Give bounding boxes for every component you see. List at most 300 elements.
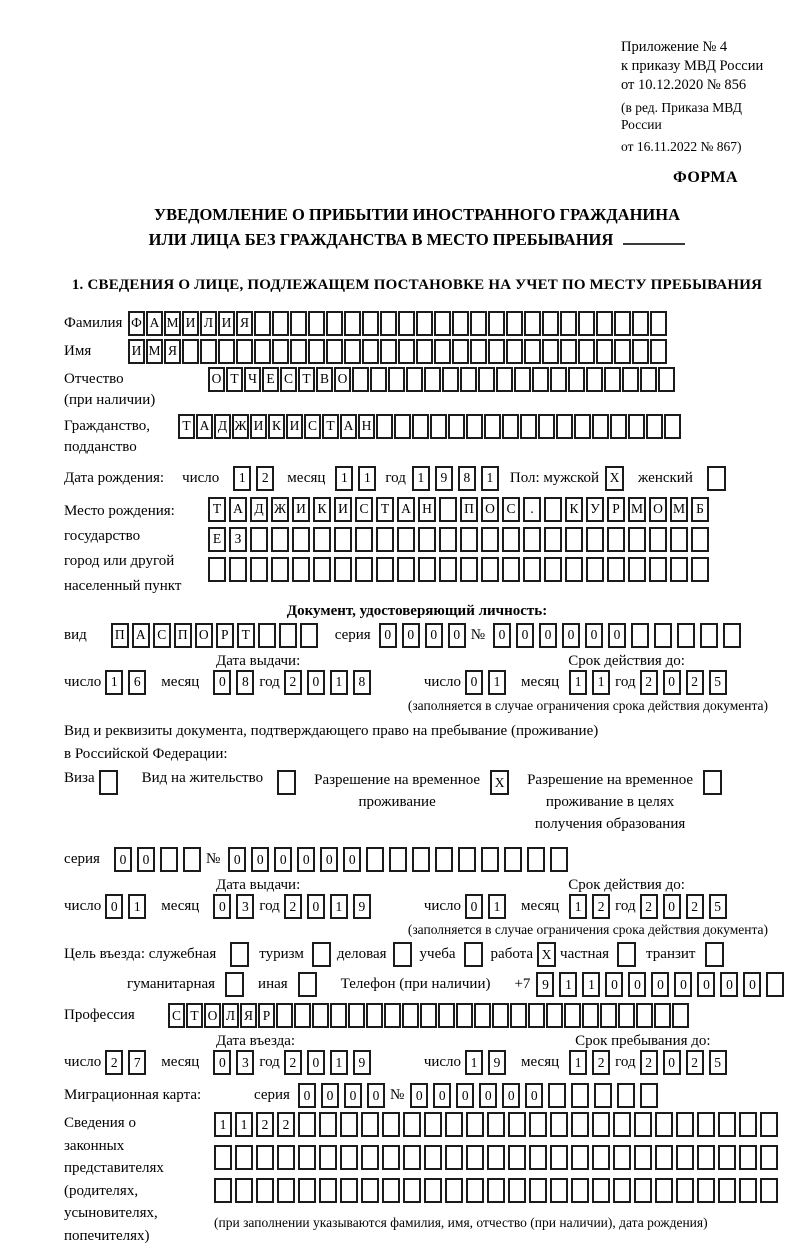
- name-cells[interactable]: [128, 339, 668, 364]
- char-cell[interactable]: [254, 339, 271, 364]
- birth-year-cells[interactable]: [412, 466, 504, 491]
- char-cell[interactable]: 0: [425, 623, 443, 648]
- doc-number-cells[interactable]: [493, 623, 746, 648]
- char-cell[interactable]: [506, 311, 523, 336]
- char-cell[interactable]: 5: [709, 1050, 727, 1075]
- char-cell[interactable]: [654, 623, 672, 648]
- char-cell[interactable]: [676, 1112, 694, 1137]
- stay-year-cells[interactable]: [640, 1050, 732, 1075]
- checkbox-private[interactable]: [617, 942, 636, 967]
- char-cell[interactable]: 2: [640, 670, 658, 695]
- char-cell[interactable]: 5: [709, 670, 727, 695]
- char-cell[interactable]: 0: [105, 894, 123, 919]
- char-cell[interactable]: 0: [367, 1083, 385, 1108]
- char-cell[interactable]: [766, 972, 784, 997]
- doc-kind-cells[interactable]: [111, 623, 321, 648]
- char-cell[interactable]: [292, 557, 310, 582]
- char-cell[interactable]: 0: [297, 847, 315, 872]
- char-cell[interactable]: [596, 339, 613, 364]
- char-cell[interactable]: [370, 367, 387, 392]
- char-cell[interactable]: [632, 339, 649, 364]
- char-cell[interactable]: 0: [674, 972, 692, 997]
- char-cell[interactable]: [617, 1083, 635, 1108]
- char-cell[interactable]: 0: [307, 670, 325, 695]
- char-cell[interactable]: [382, 1178, 400, 1203]
- phone-cells[interactable]: [536, 972, 789, 997]
- char-cell[interactable]: [560, 311, 577, 336]
- char-cell[interactable]: 1: [465, 1050, 483, 1075]
- char-cell[interactable]: [376, 527, 394, 552]
- char-cell[interactable]: [548, 1083, 566, 1108]
- char-cell[interactable]: [355, 527, 373, 552]
- char-cell[interactable]: [340, 1145, 358, 1170]
- char-cell[interactable]: 3: [236, 894, 254, 919]
- char-cell[interactable]: 0: [344, 1083, 362, 1108]
- char-cell[interactable]: [488, 311, 505, 336]
- char-cell[interactable]: [352, 367, 369, 392]
- char-cell[interactable]: [256, 1178, 274, 1203]
- char-cell[interactable]: 0: [720, 972, 738, 997]
- char-cell[interactable]: [382, 1112, 400, 1137]
- char-cell[interactable]: [676, 1178, 694, 1203]
- entry-day-cells[interactable]: [105, 1050, 151, 1075]
- doc-valid-year-cells[interactable]: [640, 670, 732, 695]
- char-cell[interactable]: [319, 1112, 337, 1137]
- char-cell[interactable]: 0: [433, 1083, 451, 1108]
- char-cell[interactable]: О: [649, 497, 667, 522]
- char-cell[interactable]: Р: [607, 497, 625, 522]
- char-cell[interactable]: [334, 557, 352, 582]
- char-cell[interactable]: 9: [488, 1050, 506, 1075]
- legal-row3-cells[interactable]: [214, 1178, 781, 1203]
- char-cell[interactable]: [556, 414, 573, 439]
- char-cell[interactable]: И: [286, 414, 303, 439]
- char-cell[interactable]: [403, 1112, 421, 1137]
- char-cell[interactable]: Ф: [128, 311, 145, 336]
- char-cell[interactable]: [294, 1003, 311, 1028]
- char-cell[interactable]: 2: [284, 1050, 302, 1075]
- char-cell[interactable]: И: [334, 497, 352, 522]
- char-cell[interactable]: [607, 527, 625, 552]
- char-cell[interactable]: 0: [410, 1083, 428, 1108]
- char-cell[interactable]: [658, 367, 675, 392]
- char-cell[interactable]: [334, 527, 352, 552]
- char-cell[interactable]: 2: [256, 466, 274, 491]
- char-cell[interactable]: [508, 1112, 526, 1137]
- char-cell[interactable]: [739, 1112, 757, 1137]
- char-cell[interactable]: [628, 414, 645, 439]
- char-cell[interactable]: [502, 527, 520, 552]
- char-cell[interactable]: 1: [412, 466, 430, 491]
- char-cell[interactable]: 0: [448, 623, 466, 648]
- char-cell[interactable]: [546, 1003, 563, 1028]
- char-cell[interactable]: [718, 1178, 736, 1203]
- char-cell[interactable]: 9: [353, 894, 371, 919]
- char-cell[interactable]: [256, 1145, 274, 1170]
- char-cell[interactable]: 0: [228, 847, 246, 872]
- char-cell[interactable]: [487, 1112, 505, 1137]
- res-issue-year-cells[interactable]: [284, 894, 376, 919]
- char-cell[interactable]: [313, 557, 331, 582]
- char-cell[interactable]: 0: [651, 972, 669, 997]
- char-cell[interactable]: [452, 311, 469, 336]
- char-cell[interactable]: [214, 1178, 232, 1203]
- char-cell[interactable]: [649, 557, 667, 582]
- char-cell[interactable]: [298, 1178, 316, 1203]
- legal-row1-cells[interactable]: [214, 1112, 781, 1137]
- char-cell[interactable]: [412, 414, 429, 439]
- char-cell[interactable]: [610, 414, 627, 439]
- char-cell[interactable]: [420, 1003, 437, 1028]
- char-cell[interactable]: [718, 1145, 736, 1170]
- char-cell[interactable]: [290, 339, 307, 364]
- char-cell[interactable]: [313, 527, 331, 552]
- char-cell[interactable]: 0: [379, 623, 397, 648]
- char-cell[interactable]: [298, 972, 317, 997]
- char-cell[interactable]: [430, 414, 447, 439]
- char-cell[interactable]: [418, 557, 436, 582]
- char-cell[interactable]: [528, 1003, 545, 1028]
- char-cell[interactable]: [412, 847, 430, 872]
- birthplace-row1-cells[interactable]: [208, 497, 712, 522]
- char-cell[interactable]: [312, 942, 331, 967]
- char-cell[interactable]: А: [229, 497, 247, 522]
- char-cell[interactable]: [596, 311, 613, 336]
- stay-day-cells[interactable]: [465, 1050, 511, 1075]
- char-cell[interactable]: [527, 847, 545, 872]
- res-valid-month-cells[interactable]: [569, 894, 615, 919]
- char-cell[interactable]: [592, 1178, 610, 1203]
- char-cell[interactable]: [397, 557, 415, 582]
- char-cell[interactable]: [484, 414, 501, 439]
- char-cell[interactable]: [366, 847, 384, 872]
- checkbox-sex-female[interactable]: [707, 466, 726, 491]
- char-cell[interactable]: [312, 1003, 329, 1028]
- char-cell[interactable]: X: [537, 942, 556, 967]
- char-cell[interactable]: [600, 1003, 617, 1028]
- checkbox-transit[interactable]: [705, 942, 724, 967]
- doc-valid-day-cells[interactable]: [465, 670, 511, 695]
- char-cell[interactable]: [723, 623, 741, 648]
- birth-day-cells[interactable]: [233, 466, 279, 491]
- char-cell[interactable]: [376, 557, 394, 582]
- char-cell[interactable]: [592, 1112, 610, 1137]
- char-cell[interactable]: [326, 311, 343, 336]
- char-cell[interactable]: [376, 414, 393, 439]
- char-cell[interactable]: Л: [222, 1003, 239, 1028]
- char-cell[interactable]: 8: [353, 670, 371, 695]
- char-cell[interactable]: О: [204, 1003, 221, 1028]
- char-cell[interactable]: [380, 311, 397, 336]
- char-cell[interactable]: [654, 1003, 671, 1028]
- char-cell[interactable]: [361, 1178, 379, 1203]
- char-cell[interactable]: 0: [562, 623, 580, 648]
- char-cell[interactable]: [439, 497, 457, 522]
- surname-cells[interactable]: [128, 311, 668, 336]
- char-cell[interactable]: 0: [114, 847, 132, 872]
- char-cell[interactable]: [474, 1003, 491, 1028]
- char-cell[interactable]: [214, 1145, 232, 1170]
- char-cell[interactable]: [628, 557, 646, 582]
- char-cell[interactable]: [542, 339, 559, 364]
- char-cell[interactable]: [691, 527, 709, 552]
- char-cell[interactable]: З: [229, 527, 247, 552]
- doc-series-cells[interactable]: [379, 623, 471, 648]
- char-cell[interactable]: [366, 1003, 383, 1028]
- char-cell[interactable]: 0: [307, 894, 325, 919]
- char-cell[interactable]: 3: [236, 1050, 254, 1075]
- char-cell[interactable]: [445, 1145, 463, 1170]
- char-cell[interactable]: [705, 942, 724, 967]
- char-cell[interactable]: 2: [686, 1050, 704, 1075]
- char-cell[interactable]: [542, 311, 559, 336]
- char-cell[interactable]: [258, 623, 276, 648]
- citizenship-cells[interactable]: [178, 414, 682, 439]
- char-cell[interactable]: [460, 557, 478, 582]
- char-cell[interactable]: А: [340, 414, 357, 439]
- char-cell[interactable]: С: [280, 367, 297, 392]
- char-cell[interactable]: [182, 339, 199, 364]
- char-cell[interactable]: Л: [200, 311, 217, 336]
- res-issue-month-cells[interactable]: [213, 894, 259, 919]
- char-cell[interactable]: Н: [418, 497, 436, 522]
- char-cell[interactable]: [550, 1145, 568, 1170]
- checkbox-other[interactable]: [298, 972, 317, 997]
- char-cell[interactable]: [514, 367, 531, 392]
- checkbox-residence-permit[interactable]: [277, 770, 296, 795]
- char-cell[interactable]: [254, 311, 271, 336]
- char-cell[interactable]: 0: [402, 623, 420, 648]
- char-cell[interactable]: [634, 1178, 652, 1203]
- char-cell[interactable]: [235, 1145, 253, 1170]
- char-cell[interactable]: 1: [335, 466, 353, 491]
- char-cell[interactable]: [646, 414, 663, 439]
- char-cell[interactable]: 1: [330, 670, 348, 695]
- char-cell[interactable]: [676, 1145, 694, 1170]
- char-cell[interactable]: Т: [322, 414, 339, 439]
- char-cell[interactable]: [424, 367, 441, 392]
- char-cell[interactable]: И: [128, 339, 145, 364]
- checkbox-temp-residence-edu[interactable]: [703, 770, 722, 795]
- char-cell[interactable]: Я: [240, 1003, 257, 1028]
- char-cell[interactable]: 9: [536, 972, 554, 997]
- char-cell[interactable]: [640, 1083, 658, 1108]
- char-cell[interactable]: П: [460, 497, 478, 522]
- char-cell[interactable]: [308, 339, 325, 364]
- checkbox-temp-residence[interactable]: [490, 770, 509, 795]
- char-cell[interactable]: [523, 557, 541, 582]
- char-cell[interactable]: 1: [569, 894, 587, 919]
- char-cell[interactable]: [277, 770, 296, 795]
- char-cell[interactable]: 1: [358, 466, 376, 491]
- char-cell[interactable]: [578, 311, 595, 336]
- char-cell[interactable]: 2: [592, 1050, 610, 1075]
- char-cell[interactable]: 0: [465, 670, 483, 695]
- char-cell[interactable]: [739, 1178, 757, 1203]
- char-cell[interactable]: 1: [582, 972, 600, 997]
- char-cell[interactable]: [613, 1112, 631, 1137]
- char-cell[interactable]: 2: [105, 1050, 123, 1075]
- char-cell[interactable]: [355, 557, 373, 582]
- char-cell[interactable]: [300, 623, 318, 648]
- char-cell[interactable]: [544, 527, 562, 552]
- char-cell[interactable]: [550, 367, 567, 392]
- char-cell[interactable]: [384, 1003, 401, 1028]
- char-cell[interactable]: [670, 527, 688, 552]
- profession-cells[interactable]: [168, 1003, 690, 1028]
- char-cell[interactable]: [402, 1003, 419, 1028]
- char-cell[interactable]: [700, 623, 718, 648]
- char-cell[interactable]: [664, 414, 681, 439]
- char-cell[interactable]: 0: [320, 847, 338, 872]
- char-cell[interactable]: [271, 557, 289, 582]
- legal-row2-cells[interactable]: [214, 1145, 781, 1170]
- char-cell[interactable]: [445, 1178, 463, 1203]
- char-cell[interactable]: [592, 414, 609, 439]
- char-cell[interactable]: [691, 557, 709, 582]
- char-cell[interactable]: [571, 1083, 589, 1108]
- char-cell[interactable]: [466, 1178, 484, 1203]
- char-cell[interactable]: 8: [236, 670, 254, 695]
- char-cell[interactable]: 0: [456, 1083, 474, 1108]
- char-cell[interactable]: [435, 847, 453, 872]
- char-cell[interactable]: [520, 414, 537, 439]
- char-cell[interactable]: [496, 367, 513, 392]
- char-cell[interactable]: [416, 311, 433, 336]
- char-cell[interactable]: [650, 311, 667, 336]
- mig-number-cells[interactable]: [410, 1083, 663, 1108]
- entry-month-cells[interactable]: [213, 1050, 259, 1075]
- char-cell[interactable]: [697, 1145, 715, 1170]
- char-cell[interactable]: [649, 527, 667, 552]
- birthplace-row3-cells[interactable]: [208, 557, 712, 582]
- char-cell[interactable]: [707, 466, 726, 491]
- char-cell[interactable]: [460, 527, 478, 552]
- char-cell[interactable]: [99, 770, 118, 795]
- char-cell[interactable]: [344, 339, 361, 364]
- char-cell[interactable]: [424, 1145, 442, 1170]
- char-cell[interactable]: [458, 847, 476, 872]
- char-cell[interactable]: [452, 339, 469, 364]
- char-cell[interactable]: И: [182, 311, 199, 336]
- char-cell[interactable]: [326, 339, 343, 364]
- checkbox-tourism[interactable]: [312, 942, 331, 967]
- char-cell[interactable]: [406, 367, 423, 392]
- entry-year-cells[interactable]: [284, 1050, 376, 1075]
- res-series-cells[interactable]: [114, 847, 206, 872]
- char-cell[interactable]: [550, 847, 568, 872]
- char-cell[interactable]: С: [304, 414, 321, 439]
- char-cell[interactable]: О: [195, 623, 213, 648]
- checkbox-work[interactable]: [537, 942, 556, 967]
- char-cell[interactable]: [532, 367, 549, 392]
- char-cell[interactable]: [292, 527, 310, 552]
- char-cell[interactable]: [481, 527, 499, 552]
- char-cell[interactable]: 1: [128, 894, 146, 919]
- char-cell[interactable]: 1: [559, 972, 577, 997]
- char-cell[interactable]: [524, 311, 541, 336]
- char-cell[interactable]: 1: [592, 670, 610, 695]
- doc-issue-year-cells[interactable]: [284, 670, 376, 695]
- char-cell[interactable]: [655, 1145, 673, 1170]
- char-cell[interactable]: 0: [343, 847, 361, 872]
- char-cell[interactable]: Т: [178, 414, 195, 439]
- char-cell[interactable]: 7: [128, 1050, 146, 1075]
- char-cell[interactable]: [538, 414, 555, 439]
- char-cell[interactable]: [466, 1145, 484, 1170]
- char-cell[interactable]: 1: [330, 894, 348, 919]
- char-cell[interactable]: [632, 311, 649, 336]
- char-cell[interactable]: [424, 1178, 442, 1203]
- char-cell[interactable]: [634, 1112, 652, 1137]
- char-cell[interactable]: [218, 339, 235, 364]
- char-cell[interactable]: [508, 1145, 526, 1170]
- char-cell[interactable]: 0: [137, 847, 155, 872]
- char-cell[interactable]: [298, 1112, 316, 1137]
- char-cell[interactable]: [614, 311, 631, 336]
- char-cell[interactable]: Ж: [271, 497, 289, 522]
- char-cell[interactable]: [460, 367, 477, 392]
- char-cell[interactable]: Д: [250, 497, 268, 522]
- char-cell[interactable]: 0: [663, 670, 681, 695]
- char-cell[interactable]: [488, 339, 505, 364]
- char-cell[interactable]: [380, 339, 397, 364]
- char-cell[interactable]: [272, 311, 289, 336]
- char-cell[interactable]: [655, 1112, 673, 1137]
- char-cell[interactable]: 2: [640, 1050, 658, 1075]
- char-cell[interactable]: 0: [539, 623, 557, 648]
- char-cell[interactable]: С: [355, 497, 373, 522]
- char-cell[interactable]: [235, 1178, 253, 1203]
- char-cell[interactable]: X: [605, 466, 624, 491]
- char-cell[interactable]: 2: [277, 1112, 295, 1137]
- doc-valid-month-cells[interactable]: [569, 670, 615, 695]
- char-cell[interactable]: В: [316, 367, 333, 392]
- char-cell[interactable]: [398, 339, 415, 364]
- char-cell[interactable]: [434, 311, 451, 336]
- char-cell[interactable]: [571, 1112, 589, 1137]
- char-cell[interactable]: [636, 1003, 653, 1028]
- char-cell[interactable]: К: [313, 497, 331, 522]
- char-cell[interactable]: [276, 1003, 293, 1028]
- char-cell[interactable]: Т: [186, 1003, 203, 1028]
- char-cell[interactable]: 0: [516, 623, 534, 648]
- char-cell[interactable]: [466, 1112, 484, 1137]
- char-cell[interactable]: [481, 847, 499, 872]
- char-cell[interactable]: [529, 1112, 547, 1137]
- char-cell[interactable]: П: [111, 623, 129, 648]
- char-cell[interactable]: [550, 1178, 568, 1203]
- char-cell[interactable]: 1: [330, 1050, 348, 1075]
- char-cell[interactable]: М: [628, 497, 646, 522]
- char-cell[interactable]: [565, 527, 583, 552]
- char-cell[interactable]: [340, 1112, 358, 1137]
- char-cell[interactable]: [279, 623, 297, 648]
- char-cell[interactable]: 1: [569, 1050, 587, 1075]
- char-cell[interactable]: [466, 414, 483, 439]
- char-cell[interactable]: Д: [214, 414, 231, 439]
- char-cell[interactable]: [448, 414, 465, 439]
- char-cell[interactable]: 0: [585, 623, 603, 648]
- char-cell[interactable]: 1: [569, 670, 587, 695]
- char-cell[interactable]: [655, 1178, 673, 1203]
- res-number-cells[interactable]: [228, 847, 573, 872]
- char-cell[interactable]: 2: [640, 894, 658, 919]
- char-cell[interactable]: 5: [709, 894, 727, 919]
- char-cell[interactable]: [272, 339, 289, 364]
- char-cell[interactable]: [565, 557, 583, 582]
- char-cell[interactable]: 9: [353, 1050, 371, 1075]
